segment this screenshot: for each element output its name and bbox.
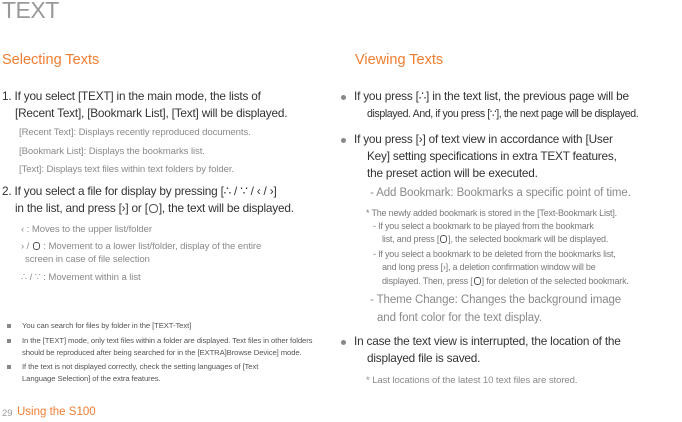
delete-bookmark-line-1: - If you select a bookmark to be deleted from the bookmarks list, [373,249,616,259]
key-updown-description [21,271,141,284]
note-2-line-2: should be reproduced after being searched for in the [EXTRA]Browse Device] mode. [22,348,302,357]
bullet-2-line-3: the preset action will be executed. [367,166,538,180]
right-key-icon: › / [21,241,32,252]
item-2-line-2-post: ], the text will be displayed. [158,201,294,215]
up-key-icon: ∴ [418,89,427,103]
bullet-2-line-2: Key] setting specifications in extra TEXT features, [367,149,617,163]
bookmark-list-description: [Bookmark List]: Displays the bookmarks list. [19,146,205,157]
bullet-3-line-2: displayed file is saved. [367,351,481,365]
play-l2-post: ], the selected bookmark will be displayed. [448,234,609,244]
item-2-line-2-pre: in the list, and press [ [15,201,122,215]
down-key-icon: ∵ [489,108,497,120]
right-key-icon: › [418,132,423,146]
del-l2-pre: and long press [ [382,262,443,272]
bullet-1-line-1 [354,88,629,105]
item-2-line-2-mid: ] or [ [125,201,148,215]
select-button-icon [149,204,158,213]
last-location-note: * Last locations of the latest 10 text files are stored. [366,375,578,386]
note-bullet [7,339,11,343]
select-button-icon [33,242,40,250]
note-bullet [7,324,11,328]
text-description: [Text]: Displays text files within text folders by folder. [19,164,234,175]
b2-l1-pre: If you press [ [354,132,419,146]
section-title-viewing-texts: Viewing Texts [355,52,444,68]
del-l3-pre: displayed. Then, press [ [382,276,473,286]
del-l2-post: ], a deletion confirmation window will be [445,262,596,272]
item-2-line-1-pre: 2. If you select a file for display by pressing [ [2,184,224,198]
note-1: You can search for files by folder in the [TEXT-Text] [22,321,192,330]
footer-title: Using the S100 [17,406,96,418]
b1-l1-post: ] in the text list, the previous page will be [426,89,629,103]
key-right-description-cont: screen in case of file selection [25,254,150,265]
note-3-line-2: Language Selection] of the extra features. [22,374,161,383]
select-button-icon [474,277,481,285]
bullet [341,95,346,100]
b1-l1-pre: If you press [ [354,89,419,103]
play-bookmark-line-2 [382,233,608,245]
bullet [341,340,346,345]
section-title-selecting-texts: Selecting Texts [2,52,100,68]
key-left-text: : Moves to the upper list/folder [26,224,153,235]
item-1-line-1: 1. If you select [TEXT] in the main mode, the lists of [2,89,261,103]
bullet [341,138,346,143]
select-button-icon [440,235,447,243]
recent-text-description: [Recent Text]: Displays recently reproduced documents. [19,127,251,138]
page-title: TEXT [2,0,59,23]
right-key-icon: › [442,262,446,272]
note-2-line-1: In the [TEXT] mode, only text files within a folder are displayed. Text files in other folders [22,336,313,345]
note-3-line-1: If the text is not displayed correctly, check the setting languages of [Text [22,362,259,371]
del-l3-post: ] for deletion of the selected bookmark. [481,276,629,286]
b1-l2-post: ], the next page will be displayed. [496,108,639,120]
navigation-keys-icon: ∴ / ∵ / ‹ / › [223,184,274,198]
note-bullet [7,365,11,369]
left-key-icon: ‹ [21,224,25,235]
b1-l2-pre: displayed. And, if you press [ [367,108,490,120]
theme-change-line-2: and font color for the text display. [377,312,542,324]
play-l2-pre: list, and press [ [382,234,440,244]
bullet-1-line-2 [367,106,638,123]
key-updown-text: : Movement within a list [43,272,141,283]
play-bookmark-line-1: - If you select a bookmark to be played from the bookmark [373,221,594,231]
delete-bookmark-line-3 [382,275,629,287]
page-number: 29 [2,408,13,419]
theme-change-line-1: - Theme Change: Changes the background image [370,294,622,306]
delete-bookmark-line-2 [382,261,596,273]
b2-l1-post: ] of text view in accordance with [User [422,132,613,146]
right-key-icon: › [121,201,126,215]
bullet-2-line-1 [354,131,613,148]
key-right-text: : Movement to a lower list/folder, display of the entire [43,241,262,252]
item-2-line-1 [2,183,277,200]
up-down-keys-icon: ∴ / ∵ [21,272,41,283]
bookmark-stored-note: * The newly added bookmark is stored in the [Text-Bookmark List]. [366,208,617,218]
item-1-line-2: [Recent Text], [Bookmark List], [Text] will be displayed. [15,106,288,120]
add-bookmark-description: - Add Bookmark: Bookmarks a specific point of time. [370,187,631,199]
item-2-line-1-post: ] [273,184,277,198]
key-left-description [21,223,152,236]
item-2-line-2 [15,200,294,217]
bullet-3-line-1: In case the text view is interrupted, the location of the [354,334,621,348]
key-right-description [21,240,261,253]
